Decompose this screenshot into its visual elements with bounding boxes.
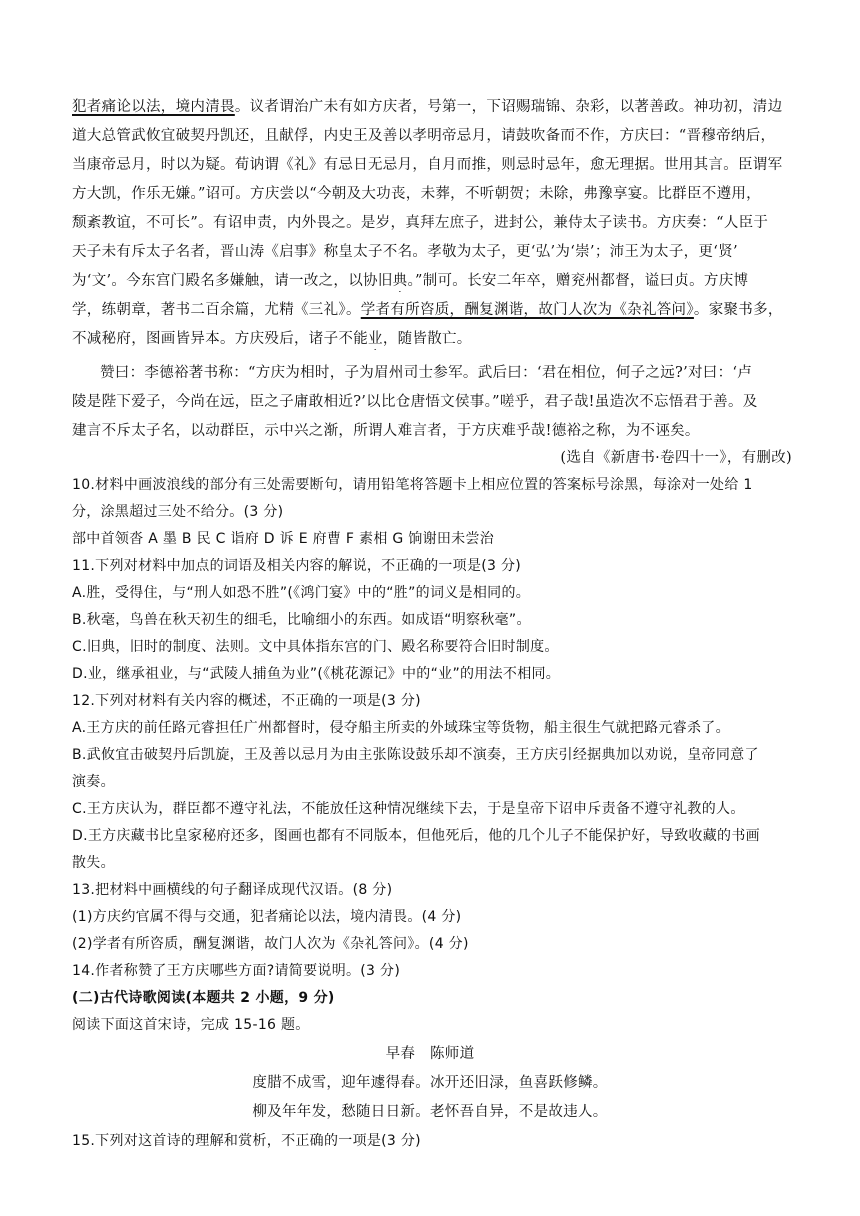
zan-line-1: 赞曰：李德裕著书称：“方庆为相时，子为眉州司士参军。武后曰：‘君在相位，何子之远?’对曰：‘卢 [100, 365, 753, 381]
poem-title: 早春 陈师道 [385, 1046, 475, 1062]
passage-line-2: 道大总管武攸宜破契丹凯还，且献俘，内史王及善以孝明帝忌月，请鼓吹备而不作，方庆曰：“晋穆帝纳后， [72, 128, 776, 144]
poem-intro: 阅读下面这首宋诗，完成 15-16 题。 [72, 1017, 310, 1033]
zan-line-3: 建言不斥太子名，以动群臣，示中兴之渐，所谓人难言者，于方庆难乎哉!德裕之称，为不诬矣。 [72, 423, 700, 439]
passage-line-5: 颓紊教谊，不可长”。有诏申责，内外畏之。是岁，真拜左庶子，进封公，兼侍太子读书。方庆奏：“人臣于 [72, 215, 769, 231]
q11-option-d: D.业，继承祖业，与“武陵人捕鱼为业”(《桃花源记》中的“业”的用法不相同。 [72, 666, 561, 682]
passage-line-6: 天子未有斥太子名者，晋山涛《启事》称皇太子不名。孝敬为太子，更‘弘’为‘崇’；沛王为太子，更‘贤’ [72, 244, 738, 260]
passage-line-1: 犯者痛论以法，境内清畏。议者谓治广未有如方庆者，号第一，下诏赐瑞锦、杂彩，以著善政。神功初，清边 [72, 99, 783, 115]
q13-stem: 13.把材料中画横线的句子翻译成现代汉语。(8 分) [72, 882, 393, 898]
q10-line-1: 10.材料中画波浪线的部分有三处需要断句，请用铅笔将答题卡上相应位置的答案标号涂黑，每涂对一处给 1 [72, 477, 753, 493]
q13-part-1: (1)方庆约官属不得与交通，犯者痛论以法，境内清畏。(4 分) [72, 909, 462, 925]
poem-line-1: 度腊不成雪，迎年遽得春。冰开还旧渌，鱼喜跃修鳞。 [252, 1075, 608, 1091]
q12-option-d-line-1: D.王方庆藏书比皇家秘府还多，图画也都有不同版本，但他死后，他的几个儿子不能保护好，导致收藏的书画 [72, 828, 760, 844]
q12-option-a: A.王方庆的前任路元睿担任广州都督时，侵夺船主所卖的外域珠宝等货物，船主很生气就把路元睿杀了。 [72, 720, 730, 736]
q11-option-b: B.秋毫，鸟兽在秋天初生的细毛，比喻细小的东西。如成语“明察秋毫”。 [72, 612, 531, 628]
q12-option-b-line-1: B.武攸宜击破契丹后凯旋，王及善以忌月为由主张陈设鼓乐却不演奏，王方庆引经据典加以劝说，皇帝同意了 [72, 747, 759, 763]
underlined-sentence-2: 学者有所咨质，酬复渊谐，故门人次为《杂礼答问》 [360, 302, 694, 318]
dotted-word-ye: 业 [368, 331, 383, 347]
q15-stem: 15.下列对这首诗的理解和赏析，不正确的一项是(3 分) [72, 1133, 421, 1149]
q12-option-d-line-2: 散失。 [72, 855, 115, 871]
section-heading-poetry: (二)古代诗歌阅读(本题共 2 小题，9 分) [72, 990, 335, 1006]
passage-line-3: 当康帝忌月，时以为疑。荀讷谓《礼》有忌日无忌月，自月而推，则忌时忌年，愈无理据。世用其言。臣谓军 [72, 157, 783, 173]
q11-option-a: A.胜，受得住，与“刑人如恐不胜”(《鸿门宴》中的“胜”的词义是相同的。 [72, 585, 531, 601]
q11-option-c: C.旧典，旧时的制度、法则。文中具体指东宫的门、殿名称要符合旧时制度。 [72, 639, 559, 655]
passage-line-4: 方大凯，作乐无嫌。”诏可。方庆尝以“今朝及大功丧，未葬，不听朝贺；未除，弗豫享宴。比群臣不遵用， [72, 186, 761, 202]
dotted-word-dian: 典 [392, 273, 408, 289]
q12-option-c: C.王方庆认为，群臣都不遵守礼法，不能放任这种情况继续下去，于是皇帝下诏申斥责备不遵守礼教的人。 [72, 801, 745, 817]
passage-line-8: 学，练朝章，著书二百余篇，尤精《三礼》。学者有所咨质，酬复渊谐，故门人次为《杂礼答问》。家聚书多， [72, 302, 783, 318]
zan-line-2: 陵是陛下爱子，今尚在远，臣之子庸敢相近?’以比仓唐悟文侯事。”嗟乎，君子哉!虽造次不忘悟君于善。及 [72, 394, 758, 410]
q13-part-2: (2)学者有所咨质，酬复渊谐，故门人次为《杂礼答问》。(4 分) [72, 936, 469, 952]
passage-line-7: 为‘文’。今东宫门殿名多嫌触，请一改之，以协旧典。”制可。长安二年卒，赠兖州都督，谥曰贞。方庆博 [72, 273, 749, 289]
source-citation: (选自《新唐书·卷四十一》，有删改) [560, 450, 792, 466]
q12-option-b-line-2: 演奏。 [72, 774, 115, 790]
q11-stem: 11.下列对材料中加点的词语及相关内容的解说，不正确的一项是(3 分) [72, 558, 522, 574]
poem-line-2: 柳及年年发，愁随日日新。老怀吾自异，不是故违人。 [252, 1104, 608, 1120]
passage-line-9: 不减秘府，图画皆异本。方庆殁后，诸子不能业，随皆散亡。 [72, 331, 472, 347]
q14-stem: 14.作者称赞了王方庆哪些方面?请简要说明。(3 分) [72, 963, 401, 979]
q12-stem: 12.下列对材料有关内容的概述，不正确的一项是(3 分) [72, 693, 421, 709]
q10-line-2: 分，涂黑超过三处不给分。(3 分) [72, 504, 284, 520]
q10-options: 部中首领沓 A 墨 B 民 C 诣府 D 诉 E 府曹 F 素相 G 饷谢田未尝治 [72, 531, 495, 547]
underlined-sentence-1: 犯者痛论以法，境内清畏 [72, 99, 235, 115]
